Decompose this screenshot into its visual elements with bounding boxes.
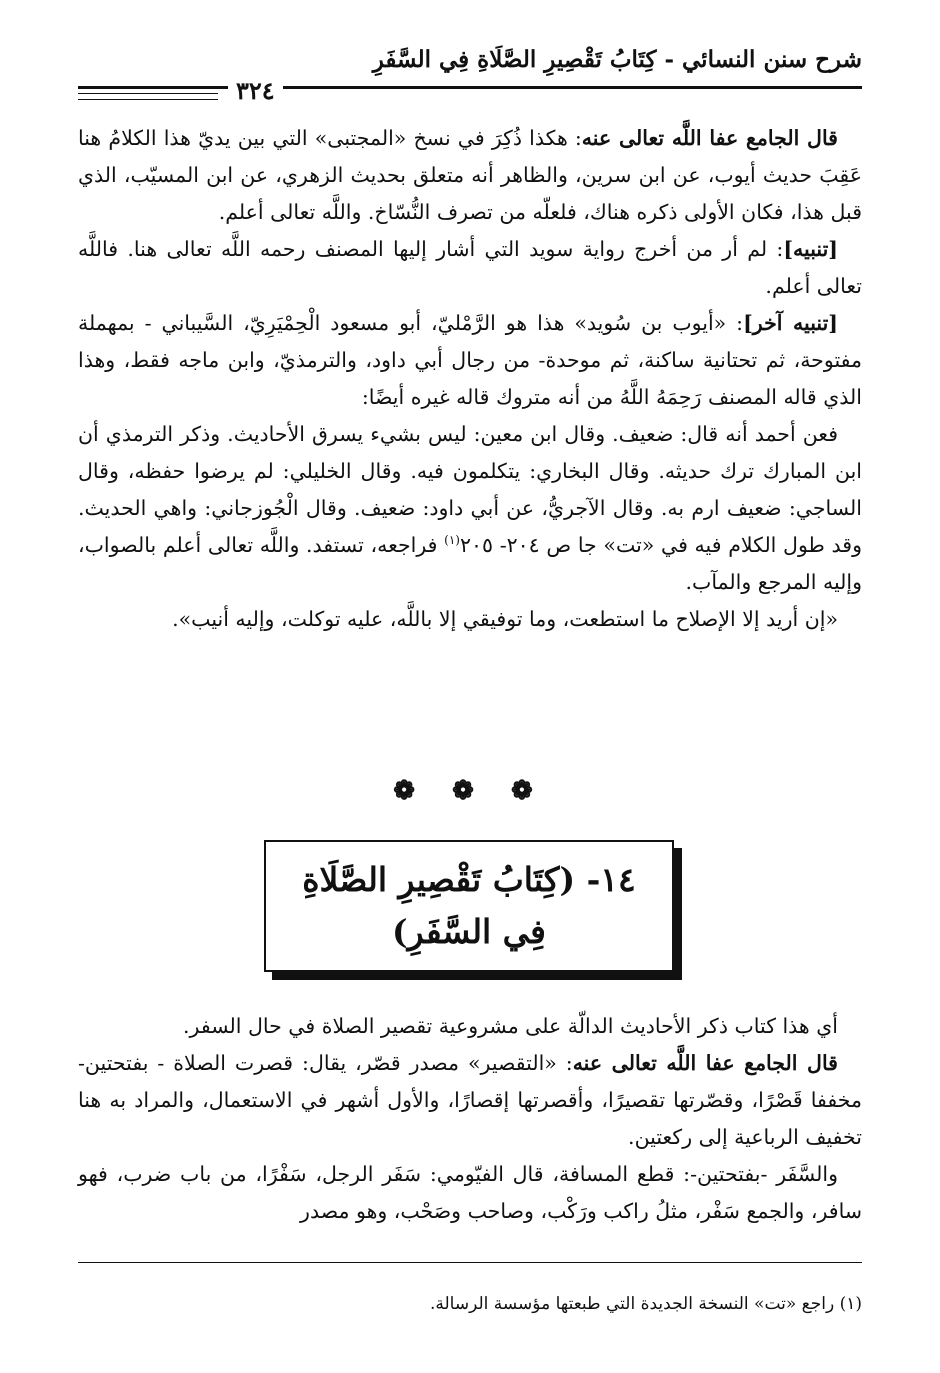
- footnote-rule: [78, 1262, 862, 1263]
- text-compiler-note: : هكذا ذُكِرَ في نسخ «المجتبى» التي بين يديّ هذا الكلامُ هنا عَقِبَ حديث أيوب، عن ابن سرين، والظاهر أنه متعلق بحديث الزهري، عن ابن المسيّب، الذي قبل هذا، فكان الأولى ذكره هناك، فلعلّه من تصرف النُّسّاخ. واللَّه تعالى أعلم.: [78, 126, 862, 224]
- text-tanbih: : لم أر من أخرج رواية سويد التي أشار إليها المصنف رحمه اللَّه تعالى هنا. فاللَّه تعالى أعلم.: [78, 237, 862, 298]
- chapter-title: ١٤- (كِتَابُ تَقْصِيرِ الصَّلَاةِ فِي السَّفَرِ): [302, 860, 636, 951]
- paragraph-closing-verse: [78, 601, 862, 638]
- paragraph-compiler-note: [78, 120, 862, 231]
- header-rule-short-lower: [78, 99, 218, 100]
- paragraph-narrator-grading: [78, 416, 862, 601]
- text-safar-definition: والسَّفَر -بفتحتين-: قطع المسافة، قال الفيّومي: سَفَر الرجل، سَفْرًا، من باب ضرب، فهو سافر، والجمع سَفْر، مثلُ راكب ورَكْب، وصاحب وصَحْب، وهو مصدر: [78, 1162, 862, 1223]
- lead-compiler-note: قال الجامع عفا اللَّه تعالى عنه: [581, 126, 838, 150]
- section-ornament: ❁ ❁ ❁: [393, 776, 547, 806]
- text-narrator-grading-b: فراجعه، تستفد. واللَّه تعالى أعلم بالصواب، وإليه المرجع والمآب.: [78, 533, 862, 594]
- footnote-marker[interactable]: (١): [444, 533, 460, 548]
- paragraph-taqsir-definition: [78, 1045, 862, 1156]
- text-narrator-grading-a: فعن أحمد أنه قال: ضعيف. وقال ابن معين: ليس بشيء يسرق الأحاديث. وذكر الترمذي أن ابن المبارك ترك حديثه. وقال البخاري: يتكلمون فيه. وقال الخليلي: لم يرضوا حفظه، وقال الساجي: ضعيف ارم به. وقال الآجريُّ، عن أبي داود: ضعيف. وقال الْجُوزجاني: واهي الحديث. وقد طول الكلام فيه في «تت» جا ص ٢٠٤- ٢٠٥: [78, 422, 862, 557]
- text-chapter-intro: أي هذا كتاب ذكر الأحاديث الدالّة على مشروعية تقصير الصلاة في حال السفر.: [183, 1014, 838, 1038]
- paragraph-tanbih: [78, 231, 862, 305]
- header-title: شرح سنن النسائي - كِتَابُ تَقْصِيرِ الصَّلَاةِ فِي السَّفَرِ: [372, 46, 862, 73]
- lead-tanbih-akhar: [تنبيه آخر]: [743, 311, 838, 335]
- lead-tanbih: [تنبيه]: [783, 237, 838, 261]
- paragraph-tanbih-akhar: [78, 305, 862, 416]
- header-rule: [78, 86, 862, 89]
- text-closing-verse: «إن أريد إلا الإصلاح ما استطعت، وما توفيقي إلا باللَّه، عليه توكلت، وإليه أنيب».: [172, 607, 838, 631]
- footnote: (١) راجع «تت» النسخة الجديدة التي طبعتها مؤسسة الرسالة.: [429, 1294, 862, 1314]
- header-rule-short: [78, 93, 218, 94]
- section-chapter-intro: [78, 1008, 862, 1230]
- section-commentary: [78, 120, 862, 638]
- paragraph-chapter-intro: [78, 1008, 862, 1045]
- page-number: ٣٢٤: [228, 76, 283, 105]
- text-taqsir-definition: : «التقصير» مصدر قصّر، يقال: قصرت الصلاة - بفتحتين- مخففا قَصْرًا، وقصّرتها تقصيرًا، وأقصرتها إقصارًا، والأول أشهر في الاستعمال، والمراد به هنا تخفيف الرباعية إلى ركعتين.: [78, 1051, 862, 1149]
- running-header: [78, 42, 862, 104]
- paragraph-safar-definition: [78, 1156, 862, 1230]
- lead-taqsir-definition: قال الجامع عفا اللَّه تعالى عنه: [572, 1051, 838, 1075]
- chapter-heading-box: [264, 840, 674, 972]
- text-tanbih-akhar: : «أيوب بن سُويد» هذا هو الرَّمْليّ، أبو مسعود الْحِمْيَرِيّ، السَّيباني - بمهملة مفتوحة، ثم تحتانية ساكنة، ثم موحدة- من رجال أبي داود، والترمذيّ، وابن ماجه فقط، وهذا الذي قاله المصنف رَحِمَهُ اللَّهُ من أنه متروك قاله غيره أيضًا:: [78, 311, 862, 409]
